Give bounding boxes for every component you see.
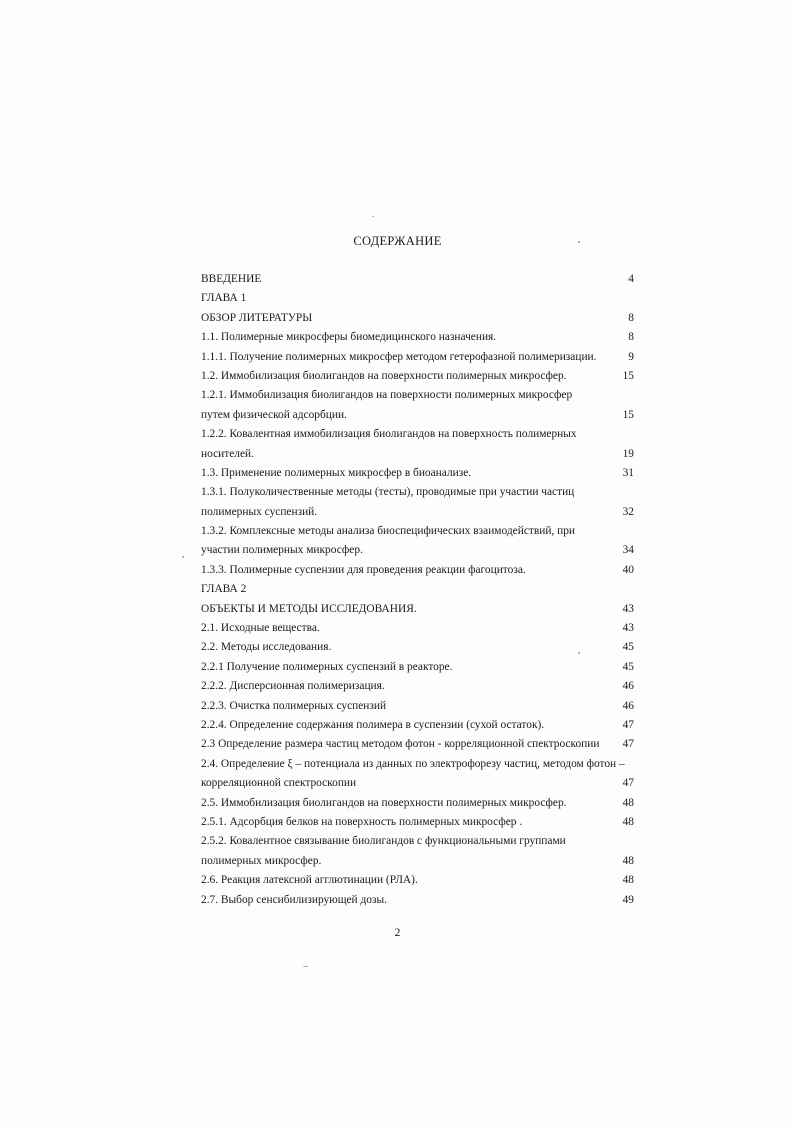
toc-entry-text: 1.3. Применение полимерных микросфер в биоанализе. — [201, 466, 472, 479]
toc-entry-text: носителей. — [201, 447, 254, 460]
toc-entry-text: 2.2. Методы исследования. — [201, 641, 332, 654]
toc-entry — [201, 445, 634, 464]
toc-entry — [201, 716, 634, 735]
toc-entry-text: ОБЗОР ЛИТЕРАТУРЫ — [201, 311, 313, 324]
toc-entry — [201, 464, 634, 483]
toc-entry-page: 48 — [622, 854, 634, 867]
toc-entry-text: ГЛАВА 2 — [201, 583, 247, 596]
toc-entry — [201, 677, 634, 696]
toc-entry — [201, 386, 634, 405]
toc-entry-page: 43 — [622, 602, 634, 615]
toc-entry — [201, 367, 634, 386]
toc-entry-text: 1.2.1. Иммобилизация биолигандов на поверхности полимерных микросфер — [201, 389, 573, 402]
toc-entry-text: ГЛАВА 1 — [201, 292, 247, 305]
toc-entry-page: 15 — [622, 369, 634, 382]
toc-entry — [201, 425, 634, 444]
toc-entry-page: 49 — [622, 893, 634, 906]
toc-entry-page: 47 — [622, 738, 634, 751]
toc-entry-text: 1.3.1. Полуколичественные методы (тесты), проводимые при участии частиц — [201, 486, 575, 499]
toc-entry — [201, 891, 634, 910]
scan-speck — [303, 966, 308, 967]
toc-entry-text: полимерных микросфер. — [201, 854, 322, 867]
toc-entry — [201, 328, 634, 347]
toc-entry-text: путем физической адсорбции. — [201, 408, 347, 421]
toc-entry-text: участии полимерных микросфер. — [201, 544, 363, 557]
toc-entry-text: полимерных суспензий. — [201, 505, 318, 518]
toc-entry-page: 8 — [628, 331, 634, 344]
toc-entry-page: 43 — [622, 622, 634, 635]
toc-entry-text: 1.2. Иммобилизация биолигандов на поверхности полимерных микросфер. — [201, 369, 567, 382]
toc-entry-page: 31 — [622, 466, 634, 479]
toc-entry — [201, 406, 634, 425]
toc-entry-page: 34 — [622, 544, 634, 557]
toc-entry — [201, 619, 634, 638]
toc-entry-text: 1.3.2. Комплексные методы анализа биоспецифических взаимодействий, при — [201, 525, 576, 538]
toc-entry-text: 2.5.1. Адсорбция белков на поверхность полимерных микросфер . — [201, 815, 523, 828]
toc-entry — [201, 794, 634, 813]
toc-entry — [201, 483, 634, 502]
toc-entry-text: 1.1. Полимерные микросферы биомедицинского назначения. — [201, 331, 497, 344]
toc-entry-page: 45 — [622, 641, 634, 654]
toc-entry-page: 4 — [628, 273, 634, 285]
toc-entry-text: 2.1. Исходные вещества. — [201, 622, 320, 635]
table-of-contents — [201, 270, 634, 910]
toc-entry — [201, 755, 634, 774]
scan-speck — [372, 216, 374, 217]
toc-entry-text: 1.3.3. Полимерные суспензии для проведения реакции фагоцитоза. — [201, 563, 526, 576]
toc-entry-text: 2.6. Реакция латексной агглютинации (РЛА). — [201, 874, 418, 887]
toc-entry — [201, 832, 634, 851]
toc-entry — [201, 309, 634, 328]
toc-entry — [201, 638, 634, 657]
toc-entry — [201, 580, 634, 599]
toc-entry — [201, 561, 634, 580]
toc-entry-page: 47 — [622, 718, 634, 731]
toc-entry — [201, 541, 634, 560]
toc-entry-text: 1.2.2. Ковалентная иммобилизация биолигандов на поверхность полимерных — [201, 428, 577, 441]
toc-entry — [201, 871, 634, 890]
toc-entry-page: 32 — [622, 505, 634, 518]
toc-entry-page: 48 — [622, 874, 634, 887]
toc-entry — [201, 658, 634, 677]
toc-entry-page: 45 — [622, 660, 634, 673]
toc-title: СОДЕРЖАНИЕ — [353, 234, 442, 248]
toc-entry-text: корреляционной спектроскопии — [201, 777, 357, 790]
toc-entry-page: 8 — [628, 311, 634, 324]
toc-entry-page: 48 — [622, 815, 634, 828]
toc-entry-text: 1.1.1. Получение полимерных микросфер методом гетерофазной полимеризации. — [201, 350, 597, 363]
toc-entry-page: 47 — [622, 777, 634, 790]
toc-entry-page: 9 — [628, 350, 634, 363]
toc-entry — [201, 348, 634, 367]
toc-entry-page: 15 — [622, 408, 634, 421]
toc-entry-page: 46 — [622, 699, 634, 712]
toc-entry — [201, 503, 634, 522]
scan-speck — [182, 556, 184, 558]
toc-entry — [201, 813, 634, 832]
toc-entry-text: 2.7. Выбор сенсибилизирующей дозы. — [201, 893, 387, 906]
toc-entry-text: 2.2.4. Определение содержания полимера в суспензии (сухой остаток). — [201, 718, 545, 731]
toc-entry-text: 2.4. Определение ξ – потенциала из данных по электрофорезу частиц, методом фотон – — [201, 757, 625, 770]
toc-entry — [201, 697, 634, 716]
toc-entry — [201, 852, 634, 871]
toc-entry-text: 2.5. Иммобилизация биолигандов на поверхности полимерных микросфер. — [201, 796, 567, 809]
toc-entry-text: 2.2.1 Получение полимерных суспензий в реакторе. — [201, 660, 453, 673]
toc-entry — [201, 600, 634, 619]
toc-entry-text: 2.2.3. Очистка полимерных суспензий — [201, 699, 387, 712]
toc-entry-text: 2.3 Определение размера частиц методом фотон - корреляционной спектроскопии — [201, 738, 600, 751]
toc-entry-text: ОБЪЕКТЫ И МЕТОДЫ ИССЛЕДОВАНИЯ. — [201, 602, 417, 615]
toc-entry-text: 2.2.2. Дисперсионная полимеризация. — [201, 680, 385, 693]
toc-entry-text: ВВЕДЕНИЕ — [201, 273, 262, 285]
toc-entry — [201, 735, 634, 754]
toc-entry-page: 19 — [622, 447, 634, 460]
toc-entry-text: 2.5.2. Ковалентное связывание биолигандов с функциональными группами — [201, 835, 566, 848]
toc-entry — [201, 270, 634, 289]
toc-entry — [201, 774, 634, 793]
toc-entry — [201, 522, 634, 541]
toc-entry — [201, 289, 634, 308]
toc-entry-page: 40 — [622, 563, 634, 576]
toc-entry-page: 46 — [622, 680, 634, 693]
page-number: 2 — [394, 927, 401, 939]
toc-entry-page: 48 — [622, 796, 634, 809]
